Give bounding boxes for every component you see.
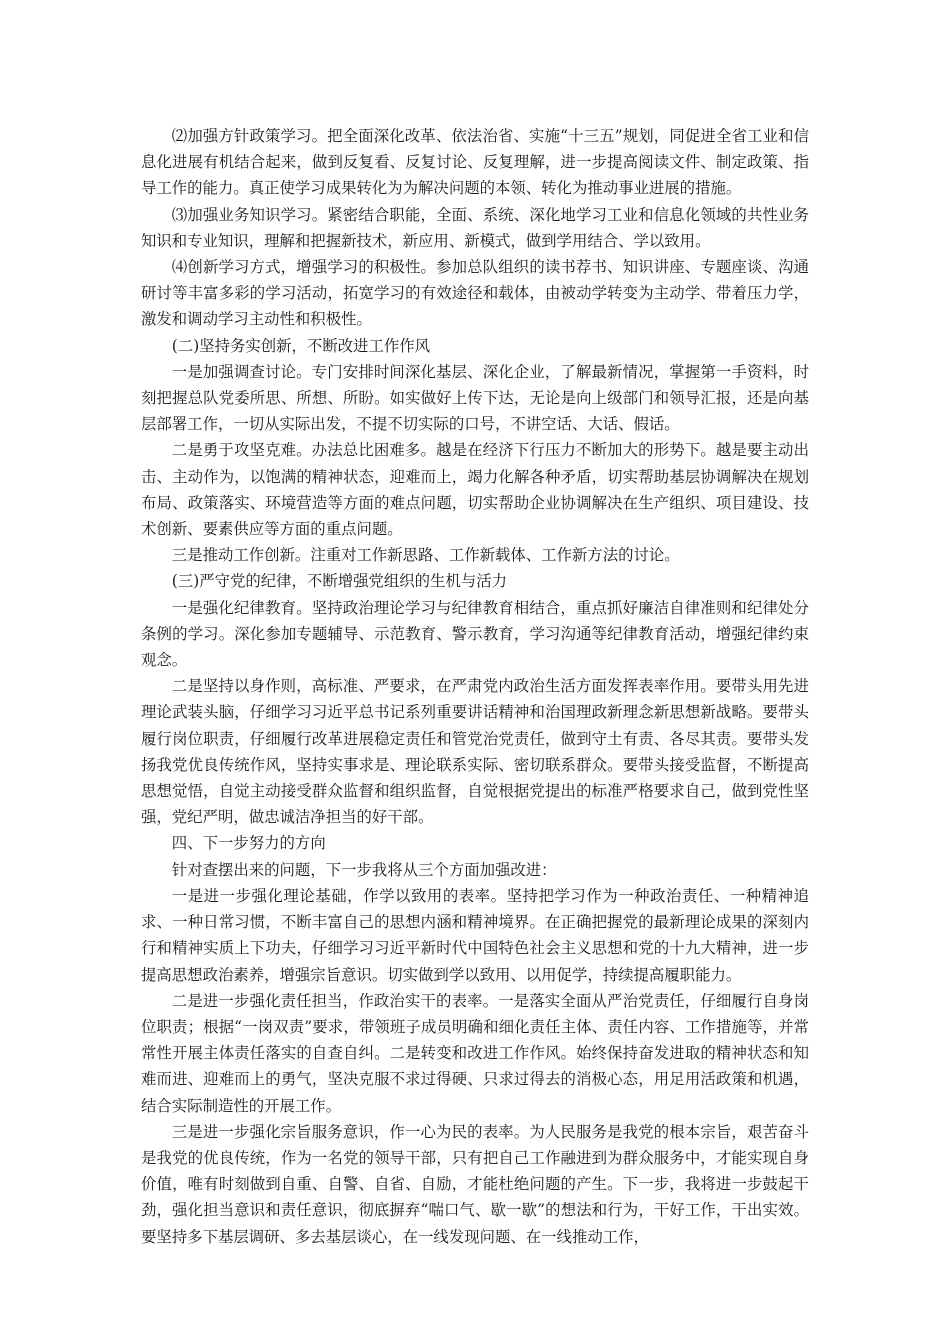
- paragraph-theory-foundation: 一是进一步强化理论基础，作学以致用的表率。坚持把学习作为一种政治责任、一种精神追求、一种日常习惯，不断丰富自己的思想内涵和精神境界。在正确把握党的最新理论成果的深刻内行和精神实质上下功夫，仔细学习习近平新时代中国特色社会主义思想和党的十九大精神，进一步提高思想政治素养，增强宗旨意识。切实做到学以致用、以用促学，持续提高履职能力。: [141, 886, 809, 984]
- section-heading-next-steps: 四、下一步努力的方向: [171, 834, 326, 853]
- document-body: [141, 123, 809, 1250]
- paragraph-learning-methods: ⑷创新学习方式，增强学习的积极性。参加总队组织的读书荐书、知识讲座、专题座谈、沟通研讨等丰富多彩的学习活动，拓宽学习的有效途径和载体，由被动学转变为主动学、带着压力学，激发和调动学习主动性和积极性。: [141, 258, 809, 329]
- paragraph-policy-study: ⑵加强方针政策学习。把全面深化改革、依法治省、实施“十三五”规划，同促进全省工业和信息化进展有机结合起来，做到反复看、反复讨论、反复理解，进一步提高阅读文件、制定政策、指导工作的能力。真正使学习成果转化为为解决问题的本领、转化为推动事业进展的措施。: [141, 127, 809, 198]
- paragraph-business-study: ⑶加强业务知识学习。紧密结合职能，全面、系统、深化地学习工业和信息化领域的共性业务知识和专业知识，理解和把握新技术，新应用、新模式，做到学用结合、学以致用。: [141, 205, 809, 250]
- paragraph-lead-by-example: 二是坚持以身作则，高标准、严要求，在严肃党内政治生活方面发挥表率作用。要带头用先进理论武装头脑，仔细学习习近平总书记系列重要讲话精神和治国理政新理念新思想新战略。要带头履行岗位职责，仔细履行改革进展稳定责任和管党治党责任，做到守土有责、各尽其责。要带头发扬我党优良传统作风，坚持实事求是、理论联系实际、密切联系群众。要带头接受监督，不断提高思想觉悟，自觉主动接受群众监督和组织监督，自觉根据党提出的标准严格要求自己，做到党性坚强，党纪严明，做忠诚洁净担当的好干部。: [141, 677, 809, 827]
- section-heading-discipline: (三)严守党的纪律，不断增强党组织的生机与活力: [171, 572, 508, 591]
- paragraph-work-innovation: 三是推动工作创新。注重对工作新思路、工作新载体、工作新方法的讨论。: [171, 546, 680, 565]
- paragraph-overcome-difficulties: 二是勇于攻坚克难。办法总比困难多。越是在经济下行压力不断加大的形势下。越是要主动出击、主动作为，以饱满的精神状态，迎难而上，竭力化解各种矛盾，切实帮助基层协调解决在规划布局、政策落实、环境营造等方面的难点问题，切实帮助企业协调解决在生产组织、项目建设、技术创新、要素供应等方面的重点问题。: [141, 441, 809, 539]
- paragraph-service-awareness: 三是进一步强化宗旨服务意识，作一心为民的表率。为人民服务是我党的根本宗旨，艰苦奋斗是我党的优良传统，作为一名党的领导干部，只有把自己工作融进到为群众服务中，才能实现自身价值，唯有时刻做到自重、自警、自省、自励，才能杜绝问题的产生。下一步，我将进一步鼓起干劲，强化担当意识和责任意识，彻底摒弃“喘口气、歇一歇”的想法和行为，干好工作，干出实效。要坚持多下基层调研、多去基层谈心，在一线发现问题、在一线推动工作，: [141, 1122, 809, 1246]
- paragraph-investigation: 一是加强调查讨论。专门安排时间深化基层、深化企业，了解最新情况，掌握第一手资料，时刻把握总队党委所思、所想、所盼。如实做好上传下达，无论是向上级部门和领导汇报，还是向基层部署工作，一切从实际出发，不提不切实际的口号，不讲空话、大话、假话。: [141, 362, 809, 434]
- paragraph-next-steps-intro: 针对查摆出来的问题，下一步我将从三个方面加强改进：: [171, 860, 557, 879]
- paragraph-discipline-education: 一是强化纪律教育。坚持政治理论学习与纪律教育相结合，重点抓好廉洁自律准则和纪律处分条例的学习。深化参加专题辅导、示范教育、警示教育，学习沟通等纪律教育活动，增强纪律约束观念。: [141, 598, 809, 670]
- paragraph-responsibility: 二是进一步强化责任担当，作政治实干的表率。一是落实全面从严治党责任，仔细履行自身岗位职责；根据“一岗双责”要求，带领班子成员明确和细化责任主体、责任内容、工作措施等，并常常性开展主体责任落实的自查自纠。二是转变和改进工作作风。始终保持奋发进取的精神状态和知难而进、迎难而上的勇气，坚决克服不求过得硬、只求过得去的消极心态，用足用活政策和机遇，结合实际制造性的开展工作。: [141, 991, 809, 1115]
- section-heading-work-style: (二)坚持务实创新，不断改进工作作风: [171, 336, 431, 355]
